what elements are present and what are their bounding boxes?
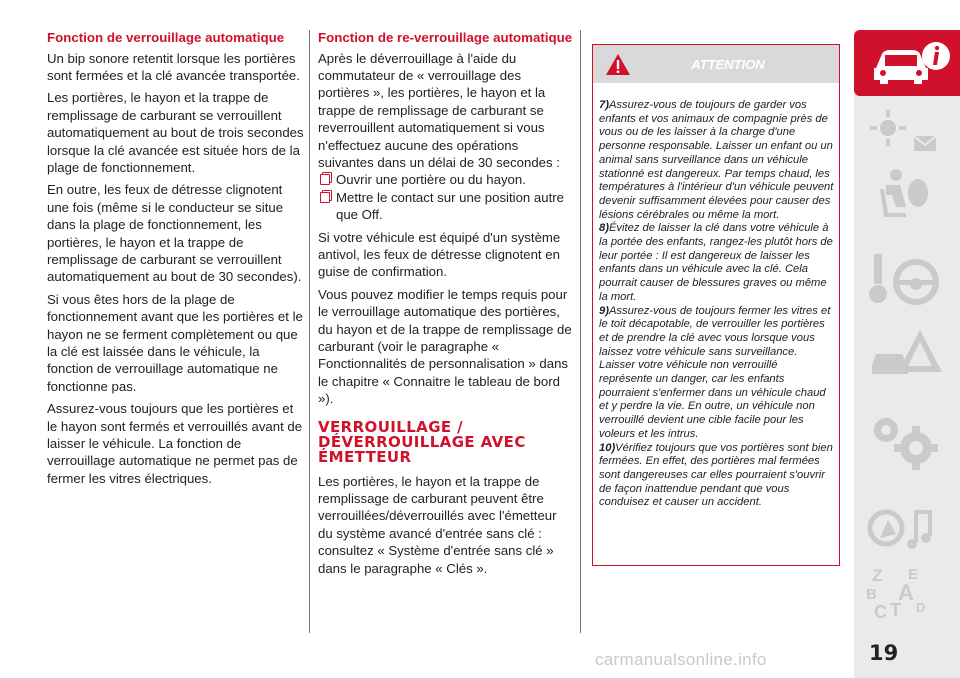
index-letter: Z bbox=[872, 566, 883, 585]
bullet-item bbox=[318, 189, 574, 224]
section-title: VERROUILLAGE / DÉVERROUILLAGE AVEC ÉMETTEUR bbox=[318, 417, 526, 466]
column-divider bbox=[580, 30, 581, 633]
maintenance-gear-icon[interactable] bbox=[866, 408, 946, 472]
warning-text: Assurez-vous de toujours de garder vos enfants et vos animaux de compagnie près de vous ou de les laisser à la charge d'une personne responsable. Laisser un enfant ou un animal sans surveillance dans un véhicule stationné est dangereux. Par temps chaud, les températures à l'intérieur d'un véhicule peuvent devenir suffisamment élevées pour causer des lésions cérébrales ou même la mort. bbox=[599, 99, 834, 221]
paragraph: Les portières, le hayon et la trappe de remplissage de carburant se verrouillent automatiquement au bout de trois secondes lorsque la clé avancée est située hors de la plage de fonctionnement. bbox=[47, 90, 304, 175]
warning-text: Assurez-vous de toujours fermer les vitres et le toit décapotable, de verrouiller les portières et de prendre la clé avec vous lorsque vous laissez votre véhicule sans surveillance. Laisser votre véhicule non verrouillé représente un danger, car les enfants pourraient s'enfermer dans un véhicule chaud et y perdre la vie. En outre, un véhicule non verrouillé devient une cible facile pour les voleurs et les intrus. bbox=[599, 304, 831, 440]
column-middle bbox=[318, 30, 574, 582]
paragraph: Assurez-vous toujours que les portières et le hayon sont fermés et verrouillés avant de laisser le véhicule. La fonction de verrouillage automatique ne permet pas de fermer les vitres électriques. bbox=[47, 401, 303, 486]
warning-text: Vérifiez toujours que vos portières sont bien fermées. En effet, des portières mal fermées sont dangereuses car elles pourraient s'ouvrir de façon inattendue pendant que vous conduisez et causer un accident. bbox=[599, 441, 833, 509]
warning-header bbox=[593, 45, 839, 83]
index-letters-icon[interactable] bbox=[866, 566, 950, 624]
warning-item bbox=[599, 305, 834, 442]
warning-item bbox=[599, 442, 834, 511]
warning-item bbox=[599, 222, 834, 304]
index-letter: A bbox=[898, 580, 914, 605]
warning-number: 10) bbox=[599, 441, 616, 454]
warning-number: 9) bbox=[599, 304, 609, 317]
warning-text: Évitez de laisser la clé dans votre véhicule à la portée des enfants, rangez-les plutôt hors de leur portée : Il est dangereux de laisser les enfants dans un véhicule avec la clé. Cela pourrait causer de blessures graves ou même la mort. bbox=[599, 222, 833, 303]
warning-box bbox=[592, 44, 840, 566]
heading-auto-relock: Fonction de re-verrouillage automatique bbox=[318, 30, 573, 45]
paragraph: En outre, les feux de détresse clignotent une fois (même si le conducteur se situe dans la plage de fonctionnement, les portières, le hayon et la trappe de remplissage de carburant se verrouillent automatiquement au bout de 30 secondes). bbox=[47, 182, 302, 285]
index-letter: C bbox=[874, 602, 887, 622]
warning-item bbox=[599, 99, 834, 222]
index-letter: T bbox=[890, 600, 901, 620]
car-info-icon[interactable] bbox=[866, 38, 952, 88]
music-nav-icon[interactable] bbox=[866, 500, 946, 560]
paragraph: Si votre véhicule est équipé d'un système antivol, les feux de détresse clignotent en guise de confirmation. bbox=[318, 229, 561, 280]
column-left bbox=[47, 30, 305, 492]
watermark: carmanualsonline.info bbox=[595, 650, 767, 669]
bullet-text: Mettre le contact sur une position autre que Off. bbox=[336, 189, 564, 223]
paragraph: Un bip sonore retentit lorsque les portières sont fermées et la clé avancée transportée. bbox=[47, 50, 300, 83]
dashboard-lights-icon[interactable] bbox=[866, 106, 946, 158]
heading-auto-lock: Fonction de verrouillage automatique bbox=[47, 30, 285, 45]
index-letter: B bbox=[866, 586, 877, 603]
bullet-text: Ouvrir une portière ou du hayon. bbox=[336, 172, 526, 188]
paragraph: Vous pouvez modifier le temps requis pour le verrouillage automatique des portières, du hayon et de la trappe de remplissage de carburant (voir le paragraphe « Fonctionnalités de personnalisation » dans le chapitre « Connaitre le tableau de bord »). bbox=[318, 286, 572, 407]
bullet-item bbox=[318, 171, 574, 188]
checkbox-bullet-icon bbox=[320, 192, 330, 203]
warning-number: 7) bbox=[599, 99, 609, 111]
index-letter: D bbox=[916, 600, 926, 615]
airbag-seat-icon[interactable] bbox=[866, 165, 946, 225]
warning-number: 8) bbox=[599, 222, 609, 235]
column-divider bbox=[309, 30, 310, 633]
warning-title: ATTENTION bbox=[691, 57, 765, 72]
paragraph: Après le déverrouillage à l'aide du commutateur de « verrouillage des portières », les portières, le hayon et la trappe de remplissage de carburant se reverrouillent automatiquement si vous n'effectuez aucune des opérations suivantes dans un délai de 30 secondes : bbox=[318, 50, 560, 170]
breakdown-warning-icon[interactable] bbox=[866, 322, 946, 386]
index-letter: E bbox=[908, 566, 919, 583]
warning-body bbox=[593, 83, 839, 510]
checkbox-bullet-icon bbox=[320, 174, 330, 185]
paragraph: Si vous êtes hors de la plage de fonctionnement avant que les portières et le hayon ne se ferment complètement ou que la clé est laissée dans le véhicule, la fonction de verrouillage automatique ne fonctionne pas. bbox=[47, 291, 303, 394]
key-steering-icon[interactable] bbox=[866, 250, 946, 312]
paragraph: Les portières, le hayon et la trappe de remplissage de carburant peuvent être verrouillées/déverrouillés avec l'émetteur du système avancé d'entrée sans clé : consultez « Système d'entrée sans clé » dans le paragraphe « Clés ». bbox=[318, 473, 557, 576]
page-number: 19 bbox=[869, 641, 899, 665]
